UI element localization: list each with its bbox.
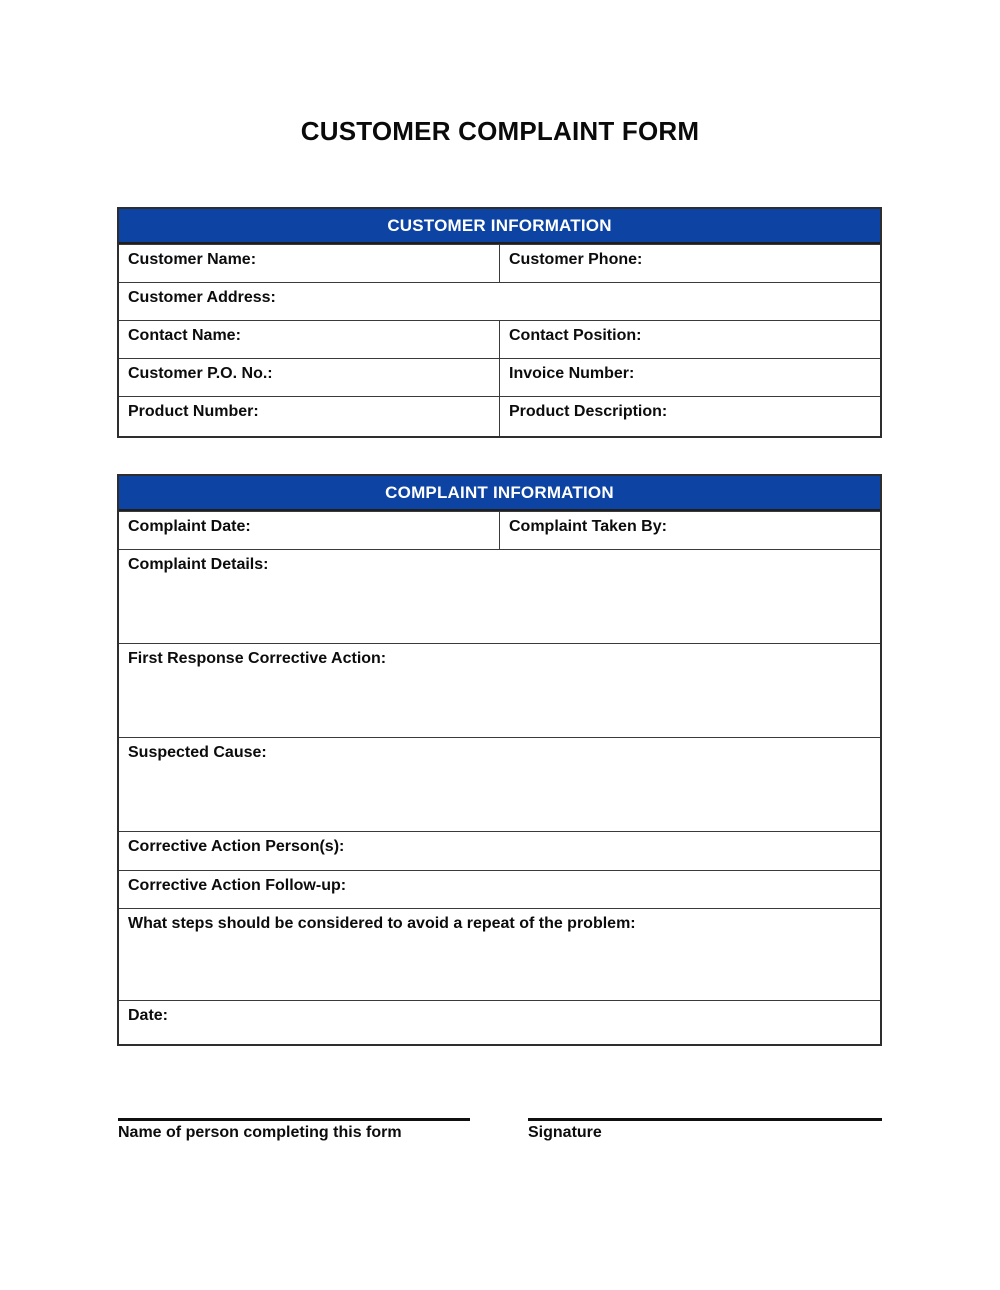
signature-block (528, 1118, 882, 1142)
page-title: CUSTOMER COMPLAINT FORM (300, 116, 700, 146)
complaint-information-header: COMPLAINT INFORMATION (119, 476, 880, 511)
field-customer-address[interactable]: Customer Address: (128, 289, 276, 306)
field-customer-phone[interactable]: Customer Phone: (499, 245, 880, 282)
signature-line[interactable] (528, 1118, 882, 1121)
field-contact-position[interactable]: Contact Position: (499, 321, 880, 358)
field-contact-name[interactable]: Contact Name: (128, 327, 241, 344)
field-complaint-taken-by[interactable]: Complaint Taken By: (499, 512, 880, 549)
customer-information-table (117, 207, 882, 438)
table-row (119, 737, 880, 831)
name-signature-block (118, 1118, 470, 1142)
table-row (119, 511, 880, 549)
customer-information-header: CUSTOMER INFORMATION (119, 209, 880, 244)
field-invoice-number[interactable]: Invoice Number: (499, 359, 880, 396)
field-complaint-date[interactable]: Complaint Date: (128, 518, 251, 535)
signature-label: Signature (528, 1124, 602, 1141)
field-first-response-corrective-action[interactable]: First Response Corrective Action: (128, 650, 387, 667)
field-date[interactable]: Date: (128, 1007, 169, 1024)
table-row (119, 831, 880, 870)
field-corrective-action-persons[interactable]: Corrective Action Person(s): (128, 838, 345, 855)
name-signature-label: Name of person completing this form (118, 1124, 402, 1141)
field-customer-po-no[interactable]: Customer P.O. No.: (128, 365, 273, 382)
table-row (119, 320, 880, 358)
field-avoid-repeat-steps[interactable]: What steps should be considered to avoid a repeat of the problem: (128, 915, 636, 932)
table-row (119, 549, 880, 643)
table-row (119, 1000, 880, 1044)
field-corrective-action-follow-up[interactable]: Corrective Action Follow-up: (128, 877, 347, 894)
table-row (119, 870, 880, 908)
name-signature-line[interactable] (118, 1118, 470, 1121)
field-complaint-details[interactable]: Complaint Details: (128, 556, 269, 573)
table-row (119, 282, 880, 320)
table-row (119, 244, 880, 282)
field-customer-name[interactable]: Customer Name: (128, 251, 257, 268)
table-row (119, 643, 880, 737)
field-product-number[interactable]: Product Number: (128, 403, 259, 420)
field-product-description[interactable]: Product Description: (499, 397, 880, 436)
table-row (119, 396, 880, 436)
table-row (119, 358, 880, 396)
complaint-information-table (117, 474, 882, 1046)
table-row (119, 908, 880, 1000)
field-suspected-cause[interactable]: Suspected Cause: (128, 744, 267, 761)
